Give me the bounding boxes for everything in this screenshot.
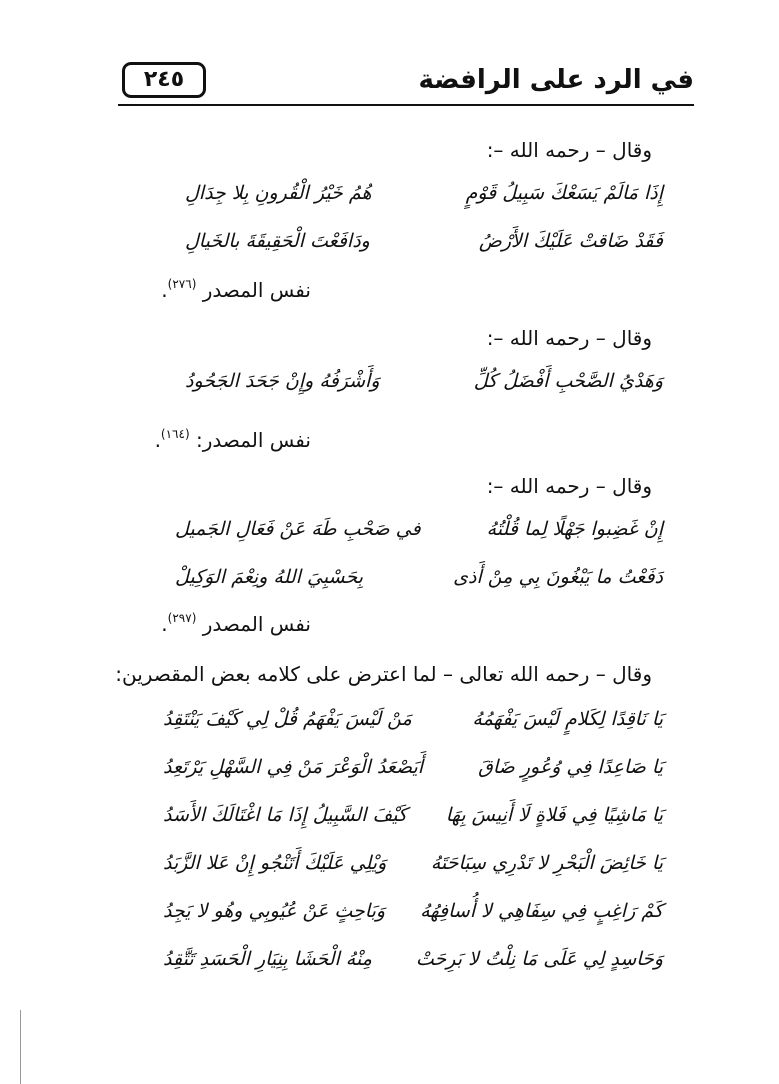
verse-second-hemistich: أَيَصْعَدُ الْوَعْرَ مَنْ فِي السَّهْلِ يَرْتَعِدُ [163,756,424,778]
scan-margin-line [20,1010,21,1084]
verse-second-hemistich: وَبَاحِثٍ عَنْ عُيُوبِي وهُو لا يَجِدُ [163,900,386,922]
verse-first-hemistich: يَا صَاعِدًا فِي وُعُورٍ ضَاقَ [478,756,663,778]
source-citation [161,604,311,638]
verse-first-hemistich: فَقَدْ ضَاقتْ عَلَيْكَ الأَرْضُ [478,230,663,252]
verse-second-hemistich: هُمُ خَيْرُ الْقُرونِ بِلا جِدَالِ [185,182,372,204]
poem-intro: وقال – رحمه الله –: [486,326,652,350]
header-rule [118,104,694,106]
poem-intro: وقال – رحمه الله تعالى – لما اعترض على كلامه بعض المقصرين: [115,662,652,686]
verse-second-hemistich: وَيْلِي عَلَيْكَ أَتَنْجُو إِنْ عَلا الزَّبَدُ [163,852,387,874]
verse-first-hemistich: وَهَدْيُ الصَّحْبِ أَفْضَلُ كُلِّ [473,370,663,392]
source-end: . [161,612,168,636]
source-citation [155,420,311,454]
verse-second-hemistich: مِنْهُ الْحَشَا بِنِيَارِ الْحَسَدِ تَتَّقِدُ [163,948,372,970]
source-end: . [161,278,168,302]
verse-first-hemistich: إِذَا مَالَمْ يَسَعْكَ سَبِيلُ قَوْمٍ [465,182,663,204]
verse-second-hemistich: وَأَشْرَفُهُ وإِنْ جَحَدَ الجَحُودُ [185,370,380,392]
verse-second-hemistich: بِحَسْبِيَ اللهُ ونِعْمَ الوَكِيلْ [175,566,364,588]
verse-first-hemistich: كَمْ رَاغِبٍ فِي سِفَاهِي لا أُسافِهُهُ [420,900,663,922]
source-ref-number: (٢٩٧) [167,611,197,625]
verse-second-hemistich: مَنْ لَيْسَ يَفْهَمُ قُلْ لِي كَيْفَ يَنْتَقِدُ [163,708,412,730]
source-end: . [154,428,161,452]
poem-intro: وقال – رحمه الله –: [486,474,652,498]
verse-second-hemistich: ودَافَعْتَ الْحَقِيقَةَ بالخَيالِ [185,230,370,252]
source-citation [161,270,311,304]
source-text: نفس المصدر [202,278,311,302]
source-text: نفس المصدر: [196,428,311,452]
verse-first-hemistich: يَا نَاقِدًا لِكَلامٍ لَيْسَ يَفْهَمُهُ [472,708,663,730]
verse-second-hemistich: كَيْفَ السَّبِيلُ إِذَا مَا اغْتَالَكَ الأَسَدُ [163,804,408,826]
source-ref-number: (١٦٤) [160,427,190,441]
verse-first-hemistich: يَا خَائِضَ الْبَحْرِ لا تَدْرِي سِبَاحَتَهُ [430,852,663,874]
running-title: في الرد على الرافضة [418,65,694,95]
poem-intro: وقال – رحمه الله –: [486,138,652,162]
verse-second-hemistich: في صَحْبِ طَهَ عَنْ فَعَالِ الجَميل [175,518,421,540]
verse-first-hemistich: وَحَاسِدٍ لِي عَلَى مَا نِلْتُ لا بَرِحَتْ [415,948,663,970]
verse-first-hemistich: يَا مَاشِيًا فِي فَلاةٍ لَا أَنِيسَ بِهَا [445,804,663,826]
page-header [118,60,694,100]
verse-first-hemistich: إِنْ غَضِبوا جَهْلًا لِما قُلْتُهُ [486,518,663,540]
verse-first-hemistich: دَفَعْتُ ما يَبْغُونَ بِي مِنْ أَذى [453,566,663,588]
source-ref-number: (٢٧٦) [167,277,197,291]
page-number-badge: ٢٤٥ [122,62,206,98]
source-text: نفس المصدر [202,612,311,636]
